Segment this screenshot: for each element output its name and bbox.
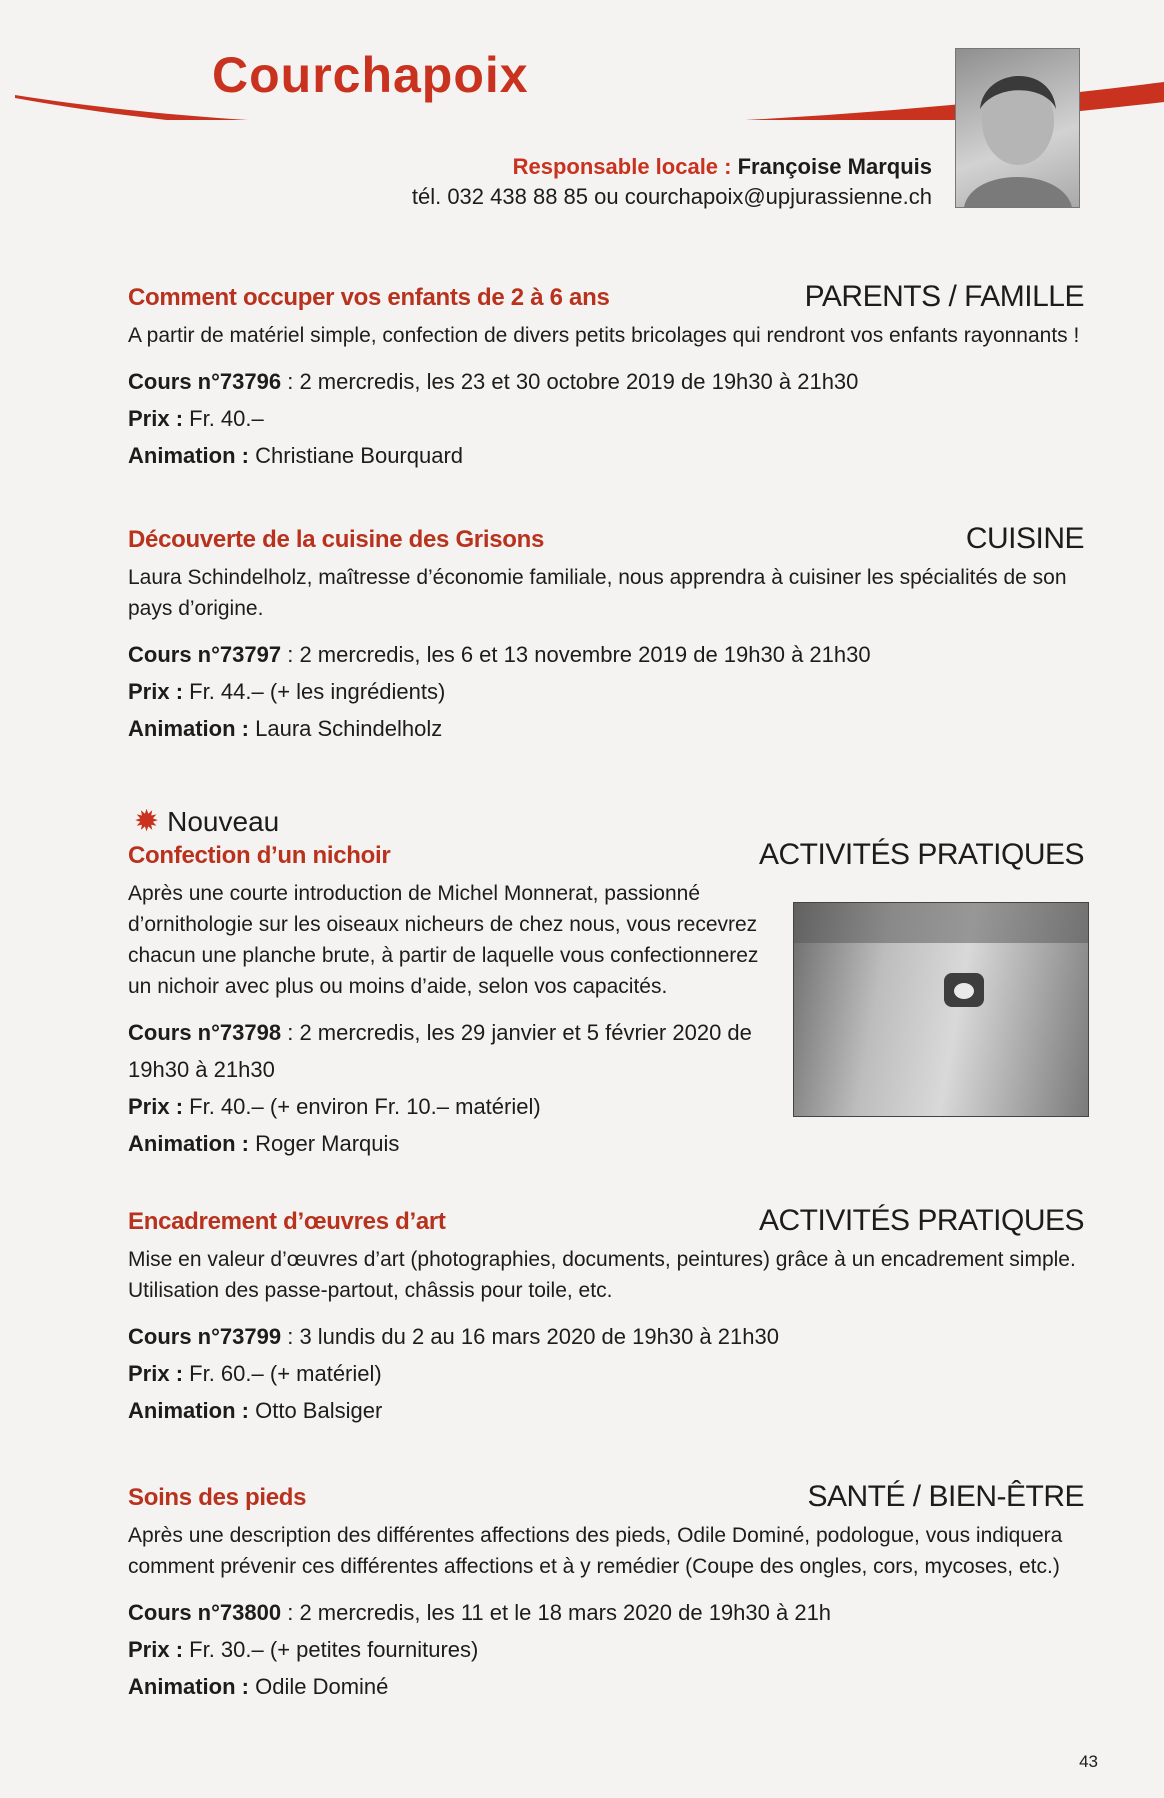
course-animator: Animation : Otto Balsiger xyxy=(128,1398,383,1423)
page-number: 43 xyxy=(1079,1752,1098,1771)
course-animator: Animation : Odile Dominé xyxy=(128,1674,389,1699)
course-animator: Animation : Christiane Bourquard xyxy=(128,443,464,468)
course-title: Confection d’un nichoir xyxy=(128,842,391,869)
responsible-label: Responsable locale : xyxy=(512,154,732,179)
course-animator: Animation : Laura Schindelholz xyxy=(128,716,443,741)
new-badge: ✹ Nouveau xyxy=(134,805,280,838)
course-price: Prix : Fr. 30.– (+ petites fournitures) xyxy=(128,1637,479,1662)
course-price: Prix : Fr. 40.– xyxy=(128,406,264,431)
course-description: Après une courte introduction de Michel Monnerat, passionné d’ornithologie sur les oiseaux nicheurs de chez nous, vous recevrez chacun une planche brute, à partir de laquelle vous confectionnerez un nichoir avec plus ou moins d’aide, selon vos capacités. xyxy=(128,882,759,998)
birdhouse-photo xyxy=(793,902,1089,1117)
course-block xyxy=(128,1204,1084,1429)
course-animator: Animation : Roger Marquis xyxy=(128,1131,400,1156)
course-price: Prix : Fr. 44.– (+ les ingrédients) xyxy=(128,679,446,704)
course-category: ACTIVITÉS PRATIQUES xyxy=(759,838,1084,871)
responsible-line xyxy=(412,152,932,182)
course-title: Encadrement d’œuvres d’art xyxy=(128,1208,446,1235)
course-description: Laura Schindelholz, maîtresse d’économie familiale, nous apprendra à cuisiner les spécialités de son pays d’origine. xyxy=(128,566,1067,620)
course-schedule: Cours n°73799 : 3 lundis du 2 au 16 mars 2020 de 19h30 à 21h30 xyxy=(128,1324,779,1349)
page-title: Courchapoix xyxy=(212,47,529,103)
course-title: Comment occuper vos enfants de 2 à 6 ans xyxy=(128,284,610,311)
course-price: Prix : Fr. 60.– (+ matériel) xyxy=(128,1361,382,1386)
contact-info: tél. 032 438 88 85 ou courchapoix@upjurassienne.ch xyxy=(411,184,932,209)
responsible-name: Françoise Marquis xyxy=(737,154,932,179)
course-category: ACTIVITÉS PRATIQUES xyxy=(759,1204,1084,1237)
course-schedule: Cours n°73796 : 2 mercredis, les 23 et 30 octobre 2019 de 19h30 à 21h30 xyxy=(128,369,859,394)
course-description: Après une description des différentes affections des pieds, Odile Dominé, podologue, vous indiquera comment prévenir ces différentes affections et à y remédier (Coupe des ongles, cors, mycoses, etc.) xyxy=(128,1524,1063,1578)
course-schedule: Cours n°73800 : 2 mercredis, les 11 et le 18 mars 2020 de 19h30 à 21h xyxy=(128,1600,832,1625)
course-title: Soins des pieds xyxy=(128,1484,307,1511)
responsible-photo xyxy=(955,48,1080,208)
course-schedule: Cours n°73797 : 2 mercredis, les 6 et 13 novembre 2019 de 19h30 à 21h30 xyxy=(128,642,871,667)
course-schedule: Cours n°73798 : 2 mercredis, les 29 janvier et 5 février 2020 de 19h30 à 21h30 xyxy=(128,1020,752,1082)
course-block xyxy=(128,1480,1084,1705)
course-block xyxy=(128,522,1084,747)
sun-icon: ✹ xyxy=(134,805,160,838)
course-category: SANTÉ / BIEN-ÊTRE xyxy=(807,1480,1084,1513)
course-description: Mise en valeur d’œuvres d’art (photographies, documents, peintures) grâce à un encadrement simple. Utilisation des passe-partout, châssis pour toile, etc. xyxy=(128,1248,1076,1302)
course-price: Prix : Fr. 40.– (+ environ Fr. 10.– matériel) xyxy=(128,1094,541,1119)
course-category: PARENTS / FAMILLE xyxy=(804,280,1084,313)
course-title: Découverte de la cuisine des Grisons xyxy=(128,526,545,553)
contact-block xyxy=(412,152,932,212)
course-block xyxy=(128,280,1084,474)
course-description: A partir de matériel simple, confection de divers petits bricolages qui rendront vos enfants rayonnants ! xyxy=(128,324,1080,347)
course-category: CUISINE xyxy=(965,522,1084,555)
